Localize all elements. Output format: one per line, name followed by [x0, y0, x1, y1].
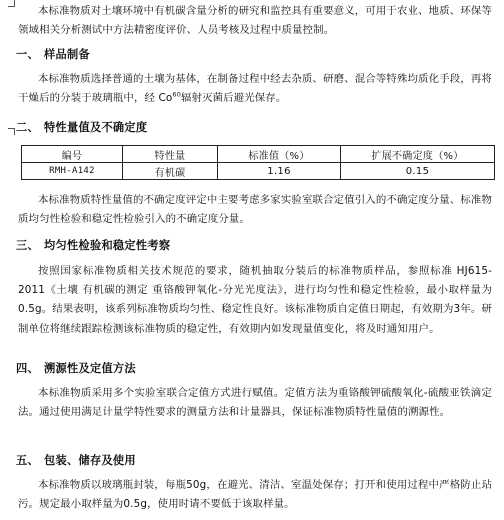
- table-cell: 0.15: [341, 163, 495, 180]
- section1-paragraph: [18, 70, 492, 108]
- section-title: 包装、储存及使用: [44, 454, 136, 467]
- section1-text-after: 辐射灭菌后避光保存。: [180, 92, 287, 105]
- table-cell: 1.16: [218, 163, 341, 180]
- section5-paragraph: 本标准物质以玻璃瓶封装，每瓶50g，在避光、清洁、室温处保存；打开和使用过程中严格防止玷污。规定最小取样量为0.5g，使用时请不要低于该取样量。: [18, 479, 492, 511]
- section2-paragraph: 本标准物质特性量值的不确定度评定中主要考虑多家实验室联合定值引入的不确定度分量、标准物质均匀性检验和稳定性检验引入的不确定度分量。: [18, 194, 492, 226]
- table-cell: RMH-A142: [22, 163, 123, 180]
- table-row: [22, 163, 495, 180]
- section-heading-3: [16, 237, 170, 253]
- table-header-row: [22, 146, 495, 163]
- table-header: 扩展不确定度（%）: [341, 146, 495, 163]
- section-heading-4: [16, 360, 136, 376]
- section-title: 样品制备: [44, 48, 90, 61]
- crop-mark: [8, 0, 15, 7]
- intro-paragraph: 本标准物质对土壤环境中有机碳含量分析的研究和监控具有重要意义，可用于农业、地质、环保等领域相关分析测试中方法精密度评价、人员考核及过程中质量控制。: [18, 5, 492, 37]
- section1-text-before: 本标准物质选择普通的土壤为基体，在制备过程中经去杂质、研磨、混合等特殊均质化手段，再将干燥后的分装于玻璃瓶中，经 Co: [18, 73, 492, 105]
- section-number: 二、: [16, 121, 39, 134]
- section4-paragraph: 本标准物质采用多个实验室联合定值方式进行赋值。定值方法为重铬酸钾硫酸氧化-硫酸亚铁滴定法。通过使用满足计量学特性要求的测量方法和计量器具，保证标准物质特性量值的溯源性。: [18, 387, 492, 419]
- table-cell: 有机碳: [123, 163, 218, 180]
- section-number: 一、: [16, 48, 39, 61]
- section-number: 三、: [16, 239, 39, 252]
- section-heading-1: [16, 46, 90, 62]
- table-header: 特性量: [123, 146, 218, 163]
- section-number: 五、: [16, 454, 39, 467]
- section-title: 溯源性及定值方法: [44, 362, 136, 375]
- property-table: [21, 145, 495, 180]
- section-title: 均匀性检验和稳定性考察: [44, 239, 171, 252]
- section3-paragraph: 按照国家标准物质相关技术规范的要求，随机抽取分装后的标准物质样品，参照标准 HJ615-2011《土壤 有机碳的测定 重铬酸钾氧化-分光光度法》，进行均匀性和稳定性检验，最小取样量为0.5g。结果表明，该系列标准物质均匀性、稳定性良好。该标准物质自定值日期起，有效期为3年。研制单位将继续跟踪检测该标准物质的稳定性，有效期内如发现量值变化，将及时通知用户。: [18, 265, 492, 335]
- section-number: 四、: [16, 362, 39, 375]
- section-title: 特性量值及不确定度: [44, 121, 148, 134]
- table-header: 编号: [22, 146, 123, 163]
- section-heading-5: [16, 452, 136, 468]
- table-header: 标准值（%）: [218, 146, 341, 163]
- crop-mark: [8, 128, 15, 135]
- section-heading-2: [16, 119, 147, 135]
- superscript-isotope: 60: [172, 90, 181, 99]
